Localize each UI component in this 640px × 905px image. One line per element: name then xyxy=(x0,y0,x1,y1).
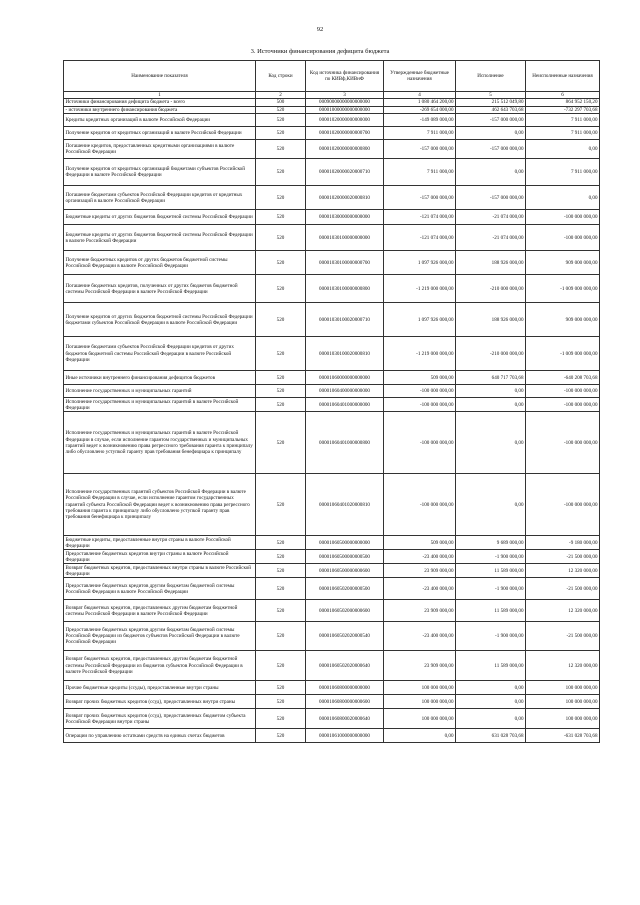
row-unexecuted: -732 297 703,68 xyxy=(526,107,600,114)
row-unexecuted: -100 000 000,00 xyxy=(526,385,600,398)
row-source-code: 00001060401020000810 xyxy=(306,474,384,536)
row-approved: -121 074 000,00 xyxy=(384,210,456,225)
row-approved: -23 400 000,00 xyxy=(384,550,456,564)
table-row xyxy=(64,371,600,385)
row-approved: 1 080 464 200,00 xyxy=(384,99,456,107)
table-row xyxy=(64,140,600,159)
row-approved: 23 909 000,00 xyxy=(384,651,456,681)
row-line-code: 520 xyxy=(256,186,306,210)
row-name: Погашение бюджетами субъектов Российской Федерации кредитов от других бюджетов бюджетной системы Российской Федерации в валюте Российской Федерации xyxy=(64,337,256,371)
row-executed: 0,00 xyxy=(456,127,526,140)
row-unexecuted: -631 028 703,68 xyxy=(526,729,600,743)
row-name: Получение кредитов от кредитных организаций в валюте Российской Федерации xyxy=(64,127,256,140)
row-approved: 23 909 000,00 xyxy=(384,564,456,578)
row-approved: 509 000,00 xyxy=(384,371,456,385)
row-unexecuted: -21 500 000,00 xyxy=(526,550,600,564)
row-line-code: 520 xyxy=(256,536,306,550)
header-approved: Утвержденные бюджетные назначения xyxy=(384,61,456,92)
row-unexecuted: -1 009 000 000,00 xyxy=(526,337,600,371)
table-row xyxy=(64,225,600,251)
column-index: 6 xyxy=(526,92,600,99)
row-executed: 11 589 000,00 xyxy=(456,651,526,681)
row-unexecuted: 100 000 000,00 xyxy=(526,681,600,695)
row-executed: -157 000 000,00 xyxy=(456,186,526,210)
column-index: 4 xyxy=(384,92,456,99)
row-executed: 0,00 xyxy=(456,412,526,474)
row-source-code: 00001000000000000000 xyxy=(306,107,384,114)
row-approved: -149 089 000,00 xyxy=(384,114,456,127)
table-row xyxy=(64,186,600,210)
row-line-code: 520 xyxy=(256,709,306,729)
row-line-code: 520 xyxy=(256,651,306,681)
header-unexecuted: Неисполненные назначения xyxy=(526,61,600,92)
row-executed: -157 000 000,00 xyxy=(456,114,526,127)
row-approved: 509 000,00 xyxy=(384,536,456,550)
row-name: Бюджетные кредиты от других бюджетов бюджетной системы Российской Федерации xyxy=(64,210,256,225)
table-row xyxy=(64,159,600,186)
row-name: - источники внутреннего финансирования бюджета xyxy=(64,107,256,114)
row-name: Прочие бюджетные кредиты (ссуды), предоставленные внутри страны xyxy=(64,681,256,695)
row-executed: 0,00 xyxy=(456,159,526,186)
row-source-code: 00090000000000000000 xyxy=(306,99,384,107)
row-source-code: 00001060401000000800 xyxy=(306,412,384,474)
row-name: Исполнение государственных гарантий субъектов Российской Федерации в валюте Российской Федерации в случае, если исполнение гарантом государственных гарантий субъекта Российской Федерации ведет к возникновению права регрессного требования гаранта к принципалу либо обусловлено уступкой гаранту прав требования бенефициара к принципалу xyxy=(64,474,256,536)
header-name: Наименование показателя xyxy=(64,61,256,92)
row-source-code: 00001060800000000000 xyxy=(306,681,384,695)
row-unexecuted: 7 911 000,00 xyxy=(526,159,600,186)
row-approved: -157 000 000,00 xyxy=(384,186,456,210)
row-line-code: 520 xyxy=(256,251,306,275)
row-approved: -100 000 000,00 xyxy=(384,412,456,474)
row-name: Погашение кредитов, предоставленных кредитными организациями в валюте Российской Федерации xyxy=(64,140,256,159)
row-unexecuted: 864 952 150,20 xyxy=(526,99,600,107)
row-source-code: 00001030100000000800 xyxy=(306,275,384,303)
row-approved: 23 909 000,00 xyxy=(384,600,456,622)
row-unexecuted: 100 000 000,00 xyxy=(526,709,600,729)
row-unexecuted: 909 000 000,00 xyxy=(526,251,600,275)
row-executed: 462 643 703,68 xyxy=(456,107,526,114)
row-name: Предоставление бюджетных кредитов другим бюджетам бюджетной системы Российской Федерации из бюджетов субъектов Российской Федерации в валюте Российской Федерации xyxy=(64,622,256,651)
row-executed: -210 000 000,00 xyxy=(456,337,526,371)
column-index: 1 xyxy=(64,92,256,99)
row-source-code: 00001030100020000810 xyxy=(306,337,384,371)
column-index: 2 xyxy=(256,92,306,99)
row-executed: 11 589 000,00 xyxy=(456,564,526,578)
header-source-code: Код источника финансирования по КИВф,КИВнФ xyxy=(306,61,384,92)
row-name: Получение кредитов от кредитных организаций бюджетами субъектов Российской Федерации в валюте Российской Федерации xyxy=(64,159,256,186)
row-unexecuted: -100 000 000,00 xyxy=(526,398,600,412)
row-name: Погашение бюджетных кредитов, полученных от других бюджетов бюджетной системы Российской Федерации в валюте Российской Федерации xyxy=(64,275,256,303)
row-executed: -210 000 000,00 xyxy=(456,275,526,303)
row-approved: 100 000 000,00 xyxy=(384,681,456,695)
row-name: Предоставление бюджетных кредитов внутри страны в валюте Российской Федерации xyxy=(64,550,256,564)
table-row xyxy=(64,709,600,729)
row-line-code: 520 xyxy=(256,107,306,114)
row-line-code: 520 xyxy=(256,275,306,303)
row-line-code: 520 xyxy=(256,385,306,398)
row-executed: 215 512 049,80 xyxy=(456,99,526,107)
row-line-code: 520 xyxy=(256,371,306,385)
row-executed: 0,00 xyxy=(456,474,526,536)
row-approved: -23 400 000,00 xyxy=(384,578,456,600)
row-unexecuted: -21 500 000,00 xyxy=(526,622,600,651)
row-name: Получение бюджетных кредитов от других бюджетов бюджетной системы Российской Федерации в валюте Российской Федерации xyxy=(64,251,256,275)
row-source-code: 00001060000000000000 xyxy=(306,371,384,385)
row-source-code: 00001060500000000600 xyxy=(306,564,384,578)
row-approved: -100 000 000,00 xyxy=(384,398,456,412)
row-source-code: 00001060500000000000 xyxy=(306,536,384,550)
row-executed: -1 900 000,00 xyxy=(456,578,526,600)
row-unexecuted: 0,00 xyxy=(526,186,600,210)
table-row xyxy=(64,564,600,578)
row-line-code: 520 xyxy=(256,398,306,412)
row-approved: 1 097 926 000,00 xyxy=(384,251,456,275)
row-source-code: 00001030100000000000 xyxy=(306,225,384,251)
row-source-code: 00001030100000000700 xyxy=(306,251,384,275)
row-approved: -23 400 000,00 xyxy=(384,622,456,651)
row-line-code: 520 xyxy=(256,303,306,337)
table-row xyxy=(64,550,600,564)
table-row xyxy=(64,99,600,107)
row-source-code: 00001020000000000700 xyxy=(306,127,384,140)
row-executed: -21 074 000,00 xyxy=(456,210,526,225)
row-line-code: 520 xyxy=(256,729,306,743)
row-unexecuted: 12 320 000,00 xyxy=(526,564,600,578)
row-name: Погашение бюджетами субъектов Российской Федерации кредитов от кредитных организаций в валюте Российской Федерации xyxy=(64,186,256,210)
row-source-code: 00001060502020000640 xyxy=(306,651,384,681)
row-executed: 631 028 703,68 xyxy=(456,729,526,743)
row-approved: 0,00 xyxy=(384,729,456,743)
row-approved: -1 219 000 000,00 xyxy=(384,337,456,371)
row-name: Возврат бюджетных кредитов, предоставленных другим бюджетам бюджетной системы Российской Федерации в валюте Российской Федерации xyxy=(64,600,256,622)
row-name: Исполнение государственных и муниципальных гарантий в валюте Российской Федерации в случае, если исполнение гарантом государственных и муниципальных гарантий ведет к возникновению права регрессного требования гаранта к принципалу либо обусловлено уступкой гаранту прав требования бенефициара к принципалу xyxy=(64,412,256,474)
row-name: Получение кредитов от других бюджетов бюджетной системы Российской Федерации бюджетами субъектов Российской Федерации в валюте Российской Федерации xyxy=(64,303,256,337)
row-unexecuted: -640 208 703,68 xyxy=(526,371,600,385)
row-executed: 0,00 xyxy=(456,695,526,709)
table-row xyxy=(64,536,600,550)
row-unexecuted: 909 000 000,00 xyxy=(526,303,600,337)
row-approved: -100 000 000,00 xyxy=(384,385,456,398)
row-approved: 7 911 000,00 xyxy=(384,159,456,186)
row-approved: -1 219 000 000,00 xyxy=(384,275,456,303)
table-row xyxy=(64,127,600,140)
row-source-code: 00001060401000000000 xyxy=(306,398,384,412)
row-executed: -1 900 000,00 xyxy=(456,550,526,564)
row-line-code: 520 xyxy=(256,564,306,578)
row-source-code: 00001060502000000500 xyxy=(306,578,384,600)
row-line-code: 500 xyxy=(256,99,306,107)
table-row xyxy=(64,412,600,474)
row-unexecuted: -100 000 000,00 xyxy=(526,474,600,536)
row-approved: -121 074 000,00 xyxy=(384,225,456,251)
row-executed: 9 689 000,00 xyxy=(456,536,526,550)
row-approved: -100 000 000,00 xyxy=(384,474,456,536)
table-row xyxy=(64,385,600,398)
row-source-code: 00001060502020000540 xyxy=(306,622,384,651)
row-name: Бюджетные кредиты, предоставленные внутри страны в валюте Российской Федерации xyxy=(64,536,256,550)
row-name: Кредиты кредитных организаций в валюте Российской Федерации xyxy=(64,114,256,127)
row-unexecuted: 7 911 000,00 xyxy=(526,127,600,140)
table-row xyxy=(64,681,600,695)
table-row xyxy=(64,695,600,709)
row-source-code: 00001030100020000710 xyxy=(306,303,384,337)
row-executed: 640 717 703,68 xyxy=(456,371,526,385)
row-name: Исполнение государственных и муниципальных гарантий xyxy=(64,385,256,398)
row-line-code: 520 xyxy=(256,127,306,140)
row-source-code: 00001060400000000000 xyxy=(306,385,384,398)
row-source-code: 00001060800000000600 xyxy=(306,695,384,709)
row-line-code: 520 xyxy=(256,210,306,225)
table-row xyxy=(64,398,600,412)
row-unexecuted: 7 911 000,00 xyxy=(526,114,600,127)
row-name: Возврат прочих бюджетных кредитов (ссуд), предоставленных бюджетом субъекта Российской Федерации внутри страны xyxy=(64,709,256,729)
section-title: 3. Источники финансирования дефицита бюджета xyxy=(250,48,390,55)
row-line-code: 520 xyxy=(256,412,306,474)
row-executed: 0,00 xyxy=(456,709,526,729)
row-executed: 0,00 xyxy=(456,385,526,398)
row-source-code: 00001020000020000810 xyxy=(306,186,384,210)
row-name: Предоставление бюджетных кредитов другим бюджетам бюджетной системы Российской Федерации в валюте Российской Федерации xyxy=(64,578,256,600)
table-row xyxy=(64,107,600,114)
row-approved: 1 097 926 000,00 xyxy=(384,303,456,337)
row-unexecuted: -100 000 000,00 xyxy=(526,225,600,251)
row-unexecuted: -100 000 000,00 xyxy=(526,210,600,225)
row-unexecuted: 12 320 000,00 xyxy=(526,651,600,681)
row-name: Бюджетные кредиты от других бюджетов бюджетной системы Российской Федерации в валюте Российской Федерации xyxy=(64,225,256,251)
table-row xyxy=(64,337,600,371)
financing-sources-table xyxy=(63,60,600,743)
header-line-code: Код строки xyxy=(256,61,306,92)
row-unexecuted: -21 500 000,00 xyxy=(526,578,600,600)
table-row xyxy=(64,651,600,681)
row-approved: -157 000 000,00 xyxy=(384,140,456,159)
row-approved: 100 000 000,00 xyxy=(384,709,456,729)
row-unexecuted: 12 320 000,00 xyxy=(526,600,600,622)
row-approved: 7 911 000,00 xyxy=(384,127,456,140)
row-approved: -269 654 000,00 xyxy=(384,107,456,114)
row-executed: 11 589 000,00 xyxy=(456,600,526,622)
row-line-code: 520 xyxy=(256,681,306,695)
header-executed: Исполнение xyxy=(456,61,526,92)
row-name: Источники финансирования дефицита бюджета - всего xyxy=(64,99,256,107)
row-source-code: 00001020000000000800 xyxy=(306,140,384,159)
row-name: Возврат бюджетных кредитов, предоставленных внутри страны в валюте Российской Федерации xyxy=(64,564,256,578)
table-row xyxy=(64,729,600,743)
row-unexecuted: 0,00 xyxy=(526,140,600,159)
row-source-code: 00001060500000000500 xyxy=(306,550,384,564)
row-unexecuted: -100 000 000,00 xyxy=(526,412,600,474)
row-executed: -1 900 000,00 xyxy=(456,622,526,651)
column-index-row xyxy=(64,92,600,99)
row-source-code: 00001030000000000000 xyxy=(306,210,384,225)
row-line-code: 520 xyxy=(256,578,306,600)
row-line-code: 520 xyxy=(256,600,306,622)
row-unexecuted: -9 180 000,00 xyxy=(526,536,600,550)
table-row xyxy=(64,303,600,337)
row-executed: 0,00 xyxy=(456,398,526,412)
row-name: Возврат прочих бюджетных кредитов (ссуд), предоставленных внутри страны xyxy=(64,695,256,709)
table-row xyxy=(64,600,600,622)
row-line-code: 520 xyxy=(256,114,306,127)
row-executed: 0,00 xyxy=(456,681,526,695)
row-executed: -21 074 000,00 xyxy=(456,225,526,251)
table-row xyxy=(64,578,600,600)
table-row xyxy=(64,251,600,275)
table-row xyxy=(64,210,600,225)
table-row xyxy=(64,114,600,127)
row-executed: -157 000 000,00 xyxy=(456,140,526,159)
column-index: 5 xyxy=(456,92,526,99)
row-line-code: 520 xyxy=(256,140,306,159)
row-line-code: 520 xyxy=(256,622,306,651)
row-line-code: 520 xyxy=(256,550,306,564)
row-name: Иные источники внутреннего финансирования дефицитов бюджетов xyxy=(64,371,256,385)
row-source-code: 00001060502000000600 xyxy=(306,600,384,622)
row-executed: 188 926 000,00 xyxy=(456,303,526,337)
row-name: Исполнение государственных и муниципальных гарантий в валюте Российской Федерации xyxy=(64,398,256,412)
table-row xyxy=(64,622,600,651)
column-index: 3 xyxy=(306,92,384,99)
row-line-code: 520 xyxy=(256,337,306,371)
row-unexecuted: -1 009 000 000,00 xyxy=(526,275,600,303)
row-source-code: 00001020000020000710 xyxy=(306,159,384,186)
row-line-code: 520 xyxy=(256,695,306,709)
row-line-code: 520 xyxy=(256,159,306,186)
row-source-code: 00001060800020000640 xyxy=(306,709,384,729)
page-number: 92 xyxy=(316,26,324,33)
row-executed: 188 926 000,00 xyxy=(456,251,526,275)
row-source-code: 00001020000000000000 xyxy=(306,114,384,127)
row-approved: 100 000 000,00 xyxy=(384,695,456,709)
row-name: Операции по управлению остатками средств на единых счетах бюджетов xyxy=(64,729,256,743)
row-unexecuted: 100 000 000,00 xyxy=(526,695,600,709)
table-header-row xyxy=(64,61,600,92)
row-name: Возврат бюджетных кредитов, предоставленных другим бюджетам бюджетной системы Российской Федерации из бюджетов субъектов Российской Федерации в валюте Российской Федерации xyxy=(64,651,256,681)
row-line-code: 520 xyxy=(256,225,306,251)
table-row xyxy=(64,474,600,536)
row-source-code: 00001061000000000000 xyxy=(306,729,384,743)
table-row xyxy=(64,275,600,303)
table-body xyxy=(64,99,600,743)
row-line-code: 520 xyxy=(256,474,306,536)
